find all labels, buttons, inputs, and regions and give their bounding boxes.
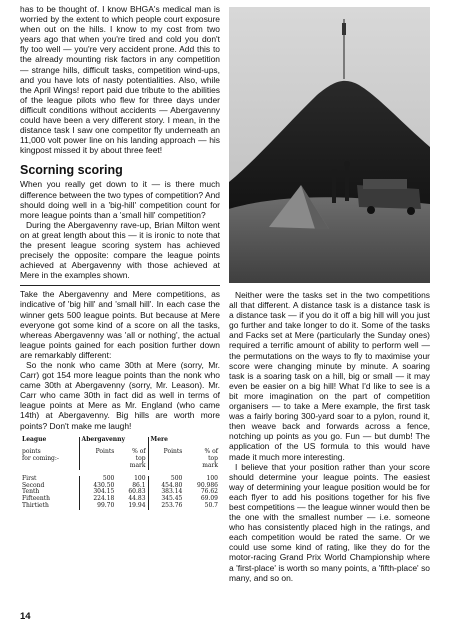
pct-line-1: % of: [204, 448, 218, 456]
intro-paragraph: has to be thought of. I know BHGA's medical man is worried by the extent to which people court exposure when out on the hills. I know to my cost from two years ago that when you're tired and cold you don't fly too well — you're very accident prone. Add this to the already mounting risk factors in any competition — strange hills, difficult tasks, competition wind-ups, and you have lots of nasty potentialities. Also, while the April Wings! report paid due tribute to the abilities of the league pilots who flew for three days under difficult conditions without accidents — Abergavenny could have been a very different story. I mean, in the distance task I saw one competitor fly underneath an 11,000 volt power line on his landing approach — his kingpost missed it by about three feet!: [20, 4, 220, 156]
row-label: Fifteenth: [22, 495, 50, 503]
col-abergavenny: Abergavenny: [79, 437, 148, 450]
ab-pct: 100: [134, 474, 146, 482]
mere-pct: 90.986: [197, 481, 218, 489]
right-paragraph-1: Neither were the tasks set in the two competitions all that different. A distance task is a distance task is a distance task — if you do it off a big hill will you just go further and take longer to do it. Some of the tasks and Facks set at Mere (particularly the Sunday ones) required a terrific amount of ability to perform well — the permutations on the ways to fly to maximise your score were changing minute by minute. A soaring task is a soaring task on a hill, big or small — it may even be easier on a big hill! What I'd like to see is a bit more imagination on the part of competition organisers — to take a Mere example, the first task was a fairly boring 300-yard soar to a pylon, round it, then weave back and forwards across a fence, notching up points as you go. Fun — but dumb! The application of the US formula to this would have made it much more interesting.: [229, 290, 430, 462]
ab-pct: 86.1: [132, 481, 146, 489]
table-row: [20, 489, 220, 496]
mere-points-header: Points: [148, 449, 184, 469]
mere-points: 345.45: [148, 496, 184, 503]
ab-pct: 44.83: [128, 495, 146, 503]
divider: [20, 285, 220, 286]
ab-points: 500: [79, 476, 116, 483]
mere-pct: 76.62: [200, 488, 218, 496]
mere-points: 500: [148, 476, 184, 483]
left-column: [20, 4, 220, 510]
col-league: League: [22, 435, 47, 443]
table-row: [20, 503, 220, 510]
row-label: First: [22, 474, 37, 482]
paragraph-1: When you really get down to it — is there much difference between the two types of competition? And should doing well in a 'big-hill' competition count for more league points than a 'small hill' competition?: [20, 179, 220, 220]
paragraph-4: So the nonk who came 30th at Mere (sorry, Mr. Carr) got 154 more league points than the nonk who came 30th at Abergavenny (sorry, Mr. Leason). Mr. Carr who came 30th in fact did as well in terms of league points at Mere as Mr. England (who came 14th) at Abergavenny. Big hills are worth more points? Don't make me laugh!: [20, 360, 220, 431]
ab-points: 99.70: [79, 503, 116, 510]
ab-pct: 60.83: [128, 488, 146, 496]
hill-photo: [229, 7, 430, 283]
mere-points: 253.76: [148, 503, 184, 510]
ab-points: 224.18: [79, 496, 116, 503]
for-coming-label: for coming:-: [22, 455, 59, 463]
right-paragraph-2: I believe that your position rather than your score should determine your league points. The easiest way of determining your league position would be for each flyer to add his positions together for his five best competitions — the league winner would then be the one with the smallest number — i.e. someone who has consistently placed high in the ratings, and each competition would be rated the same. Or we could use some kind of rating, like they do for the motor-racing Grand Prix World Championship where a 'first-place' is worth so many points, a 'fifth-place' so many, and so on.: [229, 461, 430, 583]
league-points-table: [20, 437, 220, 510]
page-number: 14: [20, 611, 31, 622]
section-heading: Scorning scoring: [20, 163, 123, 178]
pct-line-2: top: [208, 455, 218, 463]
pct-line-3: mark: [129, 462, 146, 470]
points-for-coming: [20, 449, 79, 469]
ab-pct-header: [116, 449, 148, 469]
pct-line-2: top: [135, 455, 146, 463]
mere-pct: 69.09: [200, 495, 218, 503]
row-label: Second: [22, 481, 45, 489]
ab-points: 430.50: [79, 483, 116, 490]
paragraph-3: Take the Abergavenny and Mere competitions, as indicative of 'big hill' and 'small hill'. In each case the winner gets 500 league points. But because at Mere everyone got some kind of a score on all the tasks, whereas Abergavenny was 'all or nothing', the actual league points gained for each position further down are remarkably different:: [20, 289, 220, 360]
pct-line-1: % of: [132, 448, 146, 456]
mere-pct: 50.7: [204, 502, 218, 510]
mere-points: 454.80: [148, 483, 184, 490]
mere-pct-header: [184, 449, 220, 469]
row-label: Tenth: [22, 488, 40, 496]
pct-line-3: mark: [202, 462, 218, 470]
mere-points: 383.14: [148, 489, 184, 496]
ab-points-header: Points: [79, 449, 116, 469]
table-row: [20, 496, 220, 503]
ab-points: 304.15: [79, 489, 116, 496]
table-row: [20, 476, 220, 483]
hill-photo-image: [229, 7, 430, 283]
paragraph-2: During the Abergavenny rave-up, Brian Milton went on at great length about this — it is ironic to note that the present league scoring system has achieved precisely the opposite: compare the league points achieved at Abergavenny with those achieved at Mere in the examples shown.: [20, 219, 220, 281]
points-label: points: [22, 448, 41, 456]
table-row: [20, 483, 220, 490]
mere-pct: 100: [206, 474, 218, 482]
row-label: Thirtieth: [22, 502, 49, 510]
right-column: [229, 290, 430, 583]
col-mere: Mere: [148, 437, 220, 450]
ab-pct: 19.94: [128, 502, 146, 510]
